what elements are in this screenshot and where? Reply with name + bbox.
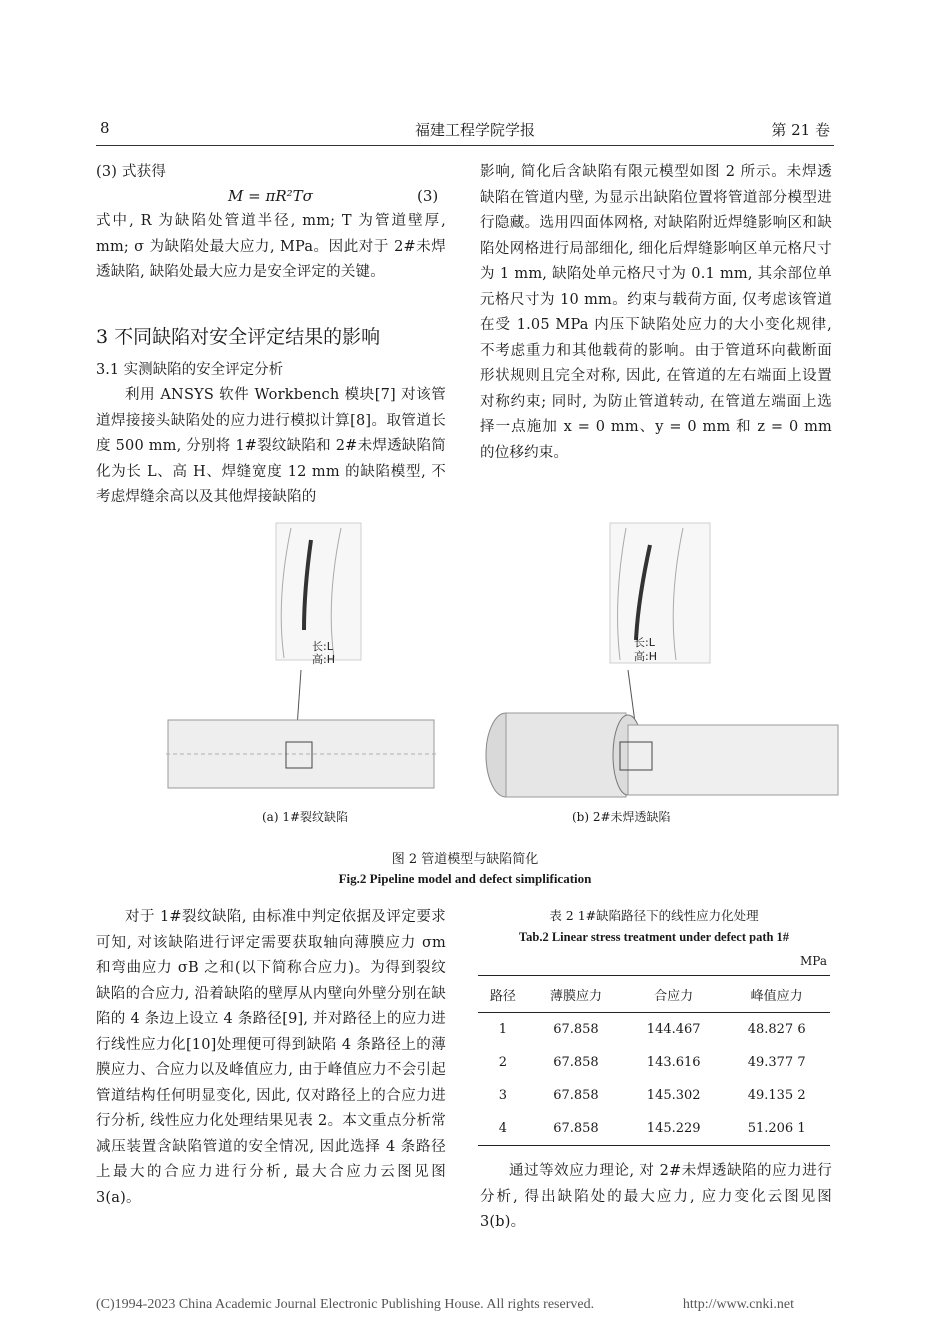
- paragraph-ansys: 利用 ANSYS 软件 Workbench 模块[7] 对该管道焊接接头缺陷处的应力进行模拟计算[8]。取管道长度 500 mm, 分别将 1#裂纹缺陷和 2#未焊透缺陷简化为长 L、高 H、焊缝宽度 12 mm 的缺陷模型, 不考虑焊缝余高以及其他焊接缺陷的: [96, 387, 446, 505]
- table-cell: 4: [478, 1112, 528, 1146]
- defect-height-label: 高:H: [312, 653, 335, 666]
- equation-3: M = πR²Tσ: [228, 187, 313, 205]
- table-row: [478, 1112, 830, 1146]
- table-cell: 145.302: [646, 1088, 701, 1103]
- figure-b-drawing: [478, 520, 843, 805]
- section-heading: 3 不同缺陷对安全评定结果的影响: [96, 326, 381, 348]
- table-row: [478, 1013, 830, 1047]
- table-cell: 1: [498, 1022, 508, 1037]
- defect-height-label-b: 高:H: [634, 650, 657, 663]
- table-cell: 67.858: [528, 1112, 624, 1146]
- equation-number: (3): [417, 187, 439, 205]
- footer-url[interactable]: http://www.cnki.net: [682, 1297, 794, 1312]
- figure-caption-cn: 图 2 管道模型与缺陷简化: [391, 852, 539, 867]
- figure-b-label: (b) 2#未焊透缺陷: [572, 810, 671, 824]
- table-cell: 49.377 7: [747, 1055, 806, 1070]
- table-cell: 67.858: [553, 1088, 599, 1103]
- figure-caption-en: Fig.2 Pipeline model and defect simplification: [338, 871, 592, 886]
- defect-length-label: 长:L: [312, 640, 333, 653]
- volume-label: 第 21 卷: [771, 121, 830, 139]
- page-number: 8: [100, 119, 110, 137]
- table-cell: 2: [498, 1055, 508, 1070]
- stress-table: [478, 975, 830, 1146]
- paragraph-intro: (3) 式获得: [96, 164, 167, 180]
- col-header-path: 路径: [478, 976, 528, 1013]
- table-caption-en: Tab.2 Linear stress treatment under defect path 1#: [518, 930, 790, 944]
- table-cell: 48.827 6: [747, 1022, 806, 1037]
- paragraph-equivalent-stress: 通过等效应力理论, 对 2#未焊透缺陷的应力进行分析, 得出缺陷处的最大应力, 应力变化云图见图 3(b)。: [480, 1163, 832, 1230]
- table-cell: 144.467: [646, 1022, 701, 1037]
- figure-a-label: (a) 1#裂纹缺陷: [262, 810, 349, 824]
- footer: [96, 1297, 834, 1313]
- table-cell: 67.858: [553, 1022, 599, 1037]
- col-header-peak: 峰值应力: [723, 976, 830, 1013]
- paragraph-variables: 式中, R 为缺陷处管道半径, mm; T 为管道壁厚, mm; σ 为缺陷处最大应力, MPa。因此对于 2#未焊透缺陷, 缺陷处最大应力是安全评定的关键。: [96, 213, 446, 280]
- paragraph-crack-analysis: 对于 1#裂纹缺陷, 由标准中判定依据及评定要求可知, 对该缺陷进行评定需要获取轴向薄膜应力 σm 和弯曲应力 σB 之和(以下简称合应力)。为得到裂纹缺陷的合应力, 沿着缺陷的壁厚从内壁向外壁分别在缺陷的 4 条边上设立 4 条路径[9], 并对路径上的应力进行线性应力化[10]处理便可得到缺陷 4 条路径上的薄膜应力、合应力以及峰值应力, 由于峰值应力不会引起管道结构任何明显变化, 因此, 仅对路径上的合应力进行分析, 线性应力化处理结果见表 2。本文重点分析常减压装置含缺陷管道的安全情况, 因此选择 4 条路径上最大的合应力进行分析, 最大合应力云图见图 3(a)。: [96, 909, 446, 1206]
- paragraph-model: 影响, 简化后含缺陷有限元模型如图 2 所示。未焊透缺陷在管道内壁, 为显示出缺陷位置将管道部分模型进行隐藏。选用四面体网格, 对缺陷附近焊缝影响区和缺陷处网格进行局部细化, 细化后焊缝影响区单元格尺寸为 1 mm, 缺陷处单元格尺寸为 0.1 mm, 其余部位单元格尺寸为 10 mm。约束与载荷方面, 仅考虑该管道在受 1.05 MPa 内压下缺陷处应力的大小变化规律, 不考虑重力和其他载荷的影响。由于管道环向截断面形状规则且完全对称, 因此, 在管道的左右端面上设置对称约束; 同时, 为防止管道转动, 在管道左端面上选择一点施加 x = 0 mm、y = 0 mm 和 z = 0 mm 的位移约束。: [480, 164, 832, 461]
- defect-length-label-b: 长:L: [634, 636, 655, 649]
- subsection-heading: 3.1 实测缺陷的安全评定分析: [96, 362, 284, 378]
- table-caption-cn: 表 2 1#缺陷路径下的线性应力化处理: [549, 908, 759, 923]
- header-rule: [96, 145, 834, 146]
- table-header-row: [478, 976, 830, 1013]
- col-header-combined: 合应力: [624, 976, 723, 1013]
- figure-a-panel: [166, 520, 436, 805]
- table-cell: 67.858: [553, 1055, 599, 1070]
- col-header-membrane: 薄膜应力: [528, 976, 624, 1013]
- table-cell: 3: [498, 1088, 508, 1103]
- table-cell: 145.229: [624, 1112, 723, 1146]
- table-row: [478, 1079, 830, 1112]
- table-cell: 51.206 1: [723, 1112, 830, 1146]
- table-row: [478, 1046, 830, 1079]
- footer-copyright: (C)1994-2023 China Academic Journal Electronic Publishing House. All rights reserved.: [96, 1297, 595, 1312]
- table-cell: 143.616: [646, 1055, 701, 1070]
- figure-b-panel: [478, 520, 843, 805]
- table-cell: 49.135 2: [747, 1088, 806, 1103]
- figure-a-drawing: [166, 520, 436, 805]
- table-unit: MPa: [800, 954, 827, 968]
- journal-title: 福建工程学院学报: [414, 121, 535, 139]
